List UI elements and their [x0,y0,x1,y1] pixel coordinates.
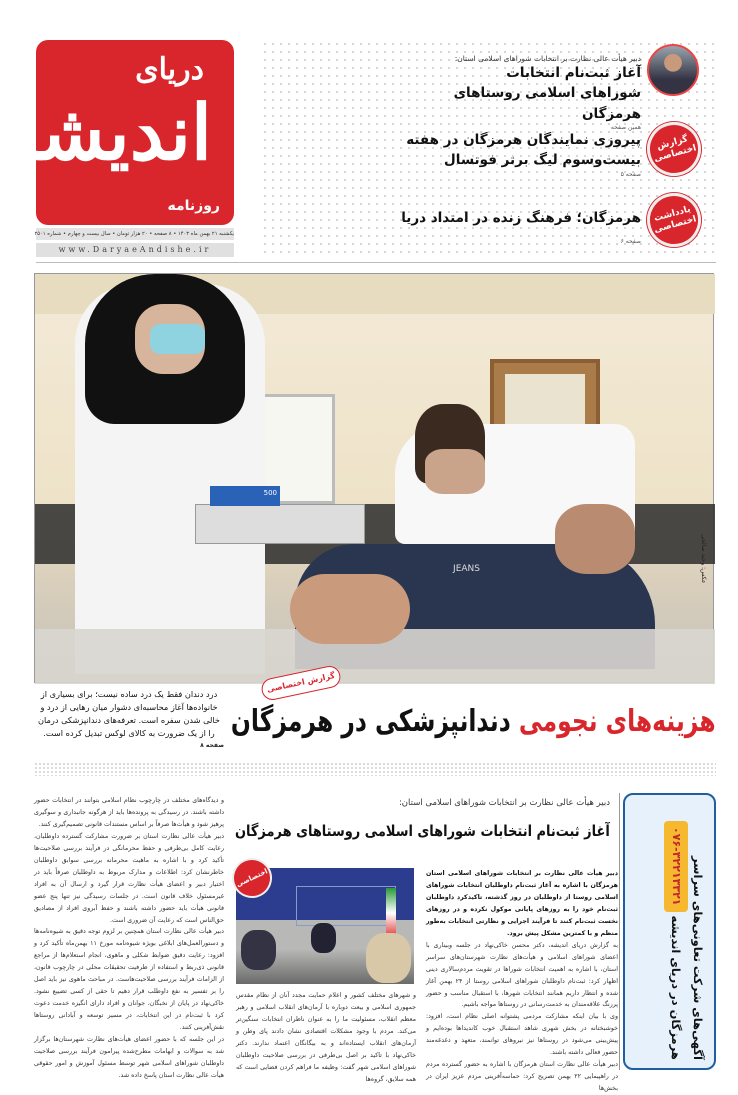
teaser-title: آغاز ثبت‌نام انتخابات شوراهای اسلامی روستاهای هرمزگان [453,65,641,122]
article-lead: دبیر هیأت عالی نظارت بر انتخابات شوراهای اسلامی استان هرمزگان با اشاره به آغاز ثبت‌نام داوطلبان انتخابات شوراهای اسلامی روستا از داوطلبان در روز گذشته، تاکیدکرد داوطلبان ثبت‌نام خود را به روزهای پایانی موکول نکرده و در روزهای نخست ثبت‌نام کنند تا فرآیند اجرایی و نظارتی انتخابات به‌طور منظم و با کمترین مشکل پیش برود. [426,870,618,937]
headline-red-part: هزینه‌های نجومی [519,704,716,739]
dateline: یکشنبه ۲۱ بهمن ماه ۱۴۰۳ • ۸ صفحه • ۲۰ هزار تومان • سال بیست و چهارم • شماره ۲۵۰۱ [36,228,234,240]
logo-word-daryaye: دریای [135,52,204,87]
teaser-title: هرمزگان؛ فرهنگ زنده در امتداد دریا [401,210,641,226]
ad-text: آگهی‌های شرکت تعاونی‌های سراسر هرمزگان در دریای اندیشه [668,856,705,1060]
article-headline[interactable]: آغاز ثبت‌نام انتخابات شوراهای اسلامی روستاهای هرمزگان [235,822,610,840]
photo-credit: عکس: وحید صالحی [700,534,707,584]
lead-text: درد دندان فقط یک درد ساده نیست؛ برای بسیاری از خانواده‌ها آغاز محاسبه‌ای دشوار میان رهایی از درد و خالی شدن سفره است. تعرفه‌های دندانپزشکی درمان را از یک ضرورت به کالای لوکس تبدیل کرده است. [38,689,220,739]
dotted-divider [34,762,716,776]
paragraph: در این جلسه که با حضور اعضای هیأت‌های نظارت شهرستان‌ها برگزار شد به سوالات و ابهامات مطرح‌شده پیرامون فرآیند بررسی صلاحیت داوطلبان شوراهای اسلامی شهر توسط مسئول آموزش و امور حقوقی هیأت عالی نظارت استان پاسخ داده شد. [34,1036,224,1079]
article-column-2: و شهرهای مختلف کشور و اعلام حمایت مجدد آنان از نظام مقدس جمهوری اسلامی و بیعت دوباره با آرمان‌های انقلاب اسلامی و رهبر معظم انقلاب، مسئولیت ما را به عنوان ناظران انتخابات سنگین‌تر می‌کند. مردم با وجود مشکلات اقتصادی نشان دادند پای وطن و آرمان‌های انقلاب ایستاده‌اند و به بیگانگان اعتماد ندارند. دکتر خاکی‌نهاد با تاکید بر اصل بی‌طرفی در بررسی صلاحیت داوطلبان شوراهای اسلامی شهر گفت: وظیفه ما فراهم کردن فضایی است که همه سلایق، گروه‌ها [236,992,416,1083]
teaser-2[interactable] [261,130,641,178]
exclusive-report-stamp: گزارش اختصاصی [641,116,707,182]
logo-word-andisheh: اندیشه [0,88,212,177]
teaser-title: پیروزی نمایندگان هرمزگان در هفته بیست‌وسوم لیگ برتر فوتسال [406,132,641,169]
logo-word-roozname: روزنامه [167,198,220,214]
newspaper-logo [0,40,234,225]
teaser-page: همین صفحه [610,123,641,131]
lead-page-ref: صفحه ۸ [200,741,224,749]
paragraph: دبیر هیأت عالی نظارت استان بر ضرورت مشارکت گسترده داوطلبان، رعایت کامل بی‌طرفی و حفظ محرمانگی در فرآیند بررسی صلاحیت‌ها تأکید کرد و با اشاره به ماهیت محرمانه بررسی سوابق داوطلبان خاطرنشان کرد: اطلاعات و مدارک مربوط به داوطلبان صرفاً باید در اختیار دبیر و اعضای هیأت نظارت قرار گیرد و ارسال آن به افراد غیرمسئول خلاف قانون است. در جلسات رسیدگی نیز تنها پنج عضو قانونی هیأت باید حضور داشته باشند و حفظ آبروی افراد از مصادیق حق‌الناس است که رعایت آن ضروری است. [34,832,224,924]
article-column-1 [426,868,618,1095]
exclusive-report-badge: گزارش اختصاصی [260,664,343,702]
headline-black-part: دندانپزشکی در هرمزگان [231,704,512,739]
divider [36,262,716,263]
teaser-3[interactable] [261,208,641,245]
avatar [647,44,699,96]
paragraph: دبیر هیأت عالی نظارت استان هرمزگان با اشاره به حضور گسترده مردم در راهپیمایی ۲۲ بهمن تصریح کرد: حماسه‌آفرینی مردم عزیز ایران در بخش‌ها [426,1061,618,1093]
teaser-kicker: دبیر هیأت عالی نظارت بر انتخابات شوراهای اسلامی استان: [454,54,641,63]
teaser-page: صفحه ۵ [620,170,641,178]
website-link[interactable]: www.DaryaeAndishe.ir [36,243,234,257]
exclusive-stamp: اختصاصی [225,851,278,904]
teaser-page: صفحه ۶ [620,238,641,246]
dental-box: 500 [210,486,280,506]
ad-content [664,803,708,1060]
cooperative-ad-box[interactable] [623,793,716,1070]
shirt-print: JEANS [453,564,480,574]
teaser-box [261,40,716,258]
main-lead [34,688,224,750]
ad-phone: ۰۷۶-۳۲۲۱۳۳۲۱ [664,821,688,911]
teaser-1[interactable] [261,54,641,131]
main-headline[interactable] [231,704,716,739]
article-column-3 [34,795,224,1082]
column-divider [619,793,620,1070]
paragraph: به گزارش دریای اندیشه، دکتر محسن خاکی‌نهاد در جلسه وبیناری با اعضای شوراهای اسلامی و هیأت‌های نظارت شهرستان‌های سراسر استان، با اشاره به اهمیت انتخابات شوراها در تقویت مردم‌سالاری دینی اظهار کرد: ثبت‌نام داوطلبان شوراهای اسلامی روستا از ۲۴ بهمن آغاز شده و انتظار داریم همانند انتخابات شهرها، با استقبال مناسب و حضور پررنگ علاقه‌مندان به خدمت‌رسانی در روستاها مواجه باشیم. [426,941,618,1009]
paragraph: و دیدگاه‌های مختلف در چارچوب نظام اسلامی بتوانند در انتخابات حضور داشته باشند. در رسیدگی به پرونده‌ها باید از هرگونه جانبداری و سوگیری پرهیز شود و هیأت‌ها صرفاً بر اساس مستندات قانونی تصمیم‌گیری کنند. [34,797,224,828]
paragraph: وی با بیان اینکه مشارکت مردمی پشتوانه اصلی نظام است، افزود: خوشبختانه در بخش شهری شاهد استقبال خوب کاندیداها بوده‌ایم و پیش‌بینی می‌شود در روستاها نیز نیروهای توانمند، متعهد و دغدغه‌مند حضور فعالی داشته باشند. [426,1013,618,1057]
exclusive-note-stamp: یادداشت اختصاصی [641,187,707,253]
paragraph: دبیر هیأت عالی نظارت استان همچنین بر لزوم توجه دقیق به شیوه‌نامه‌ها و دستورالعمل‌های ابلاغی بویژه شیوه‌نامه مورخ ۱۱ بهمن‌ماه تأکید کرد و افزود: رعایت دقیق ضوابط شکلی و ماهوی، انجام استعلام‌ها از مراجع قانونی ذی‌ربط و استفاده از ظرفیت تحقیقات محلی در چارچوب قانون، از الزامات فرآیند بررسی صلاحیت‌هاست. در مباحث ماهوی نیز باید اصل را بر تفسیر به نفع داوطلب قرار دهیم تا حقی از کسی تضییع نشود. خاکی‌نهاد در پایان از نخبگان، جوانان و افراد دارای انگیزه خدمت دعوت کرد با ثبت‌نام در این انتخابات، در مسیر توسعه و آبادانی روستاها نقش‌آفرینی کنند. [34,928,224,1032]
dental-clinic-photo [34,273,714,683]
article-kicker: دبیر هیأت عالی نظارت بر انتخابات شوراهای اسلامی استان: [398,798,610,808]
